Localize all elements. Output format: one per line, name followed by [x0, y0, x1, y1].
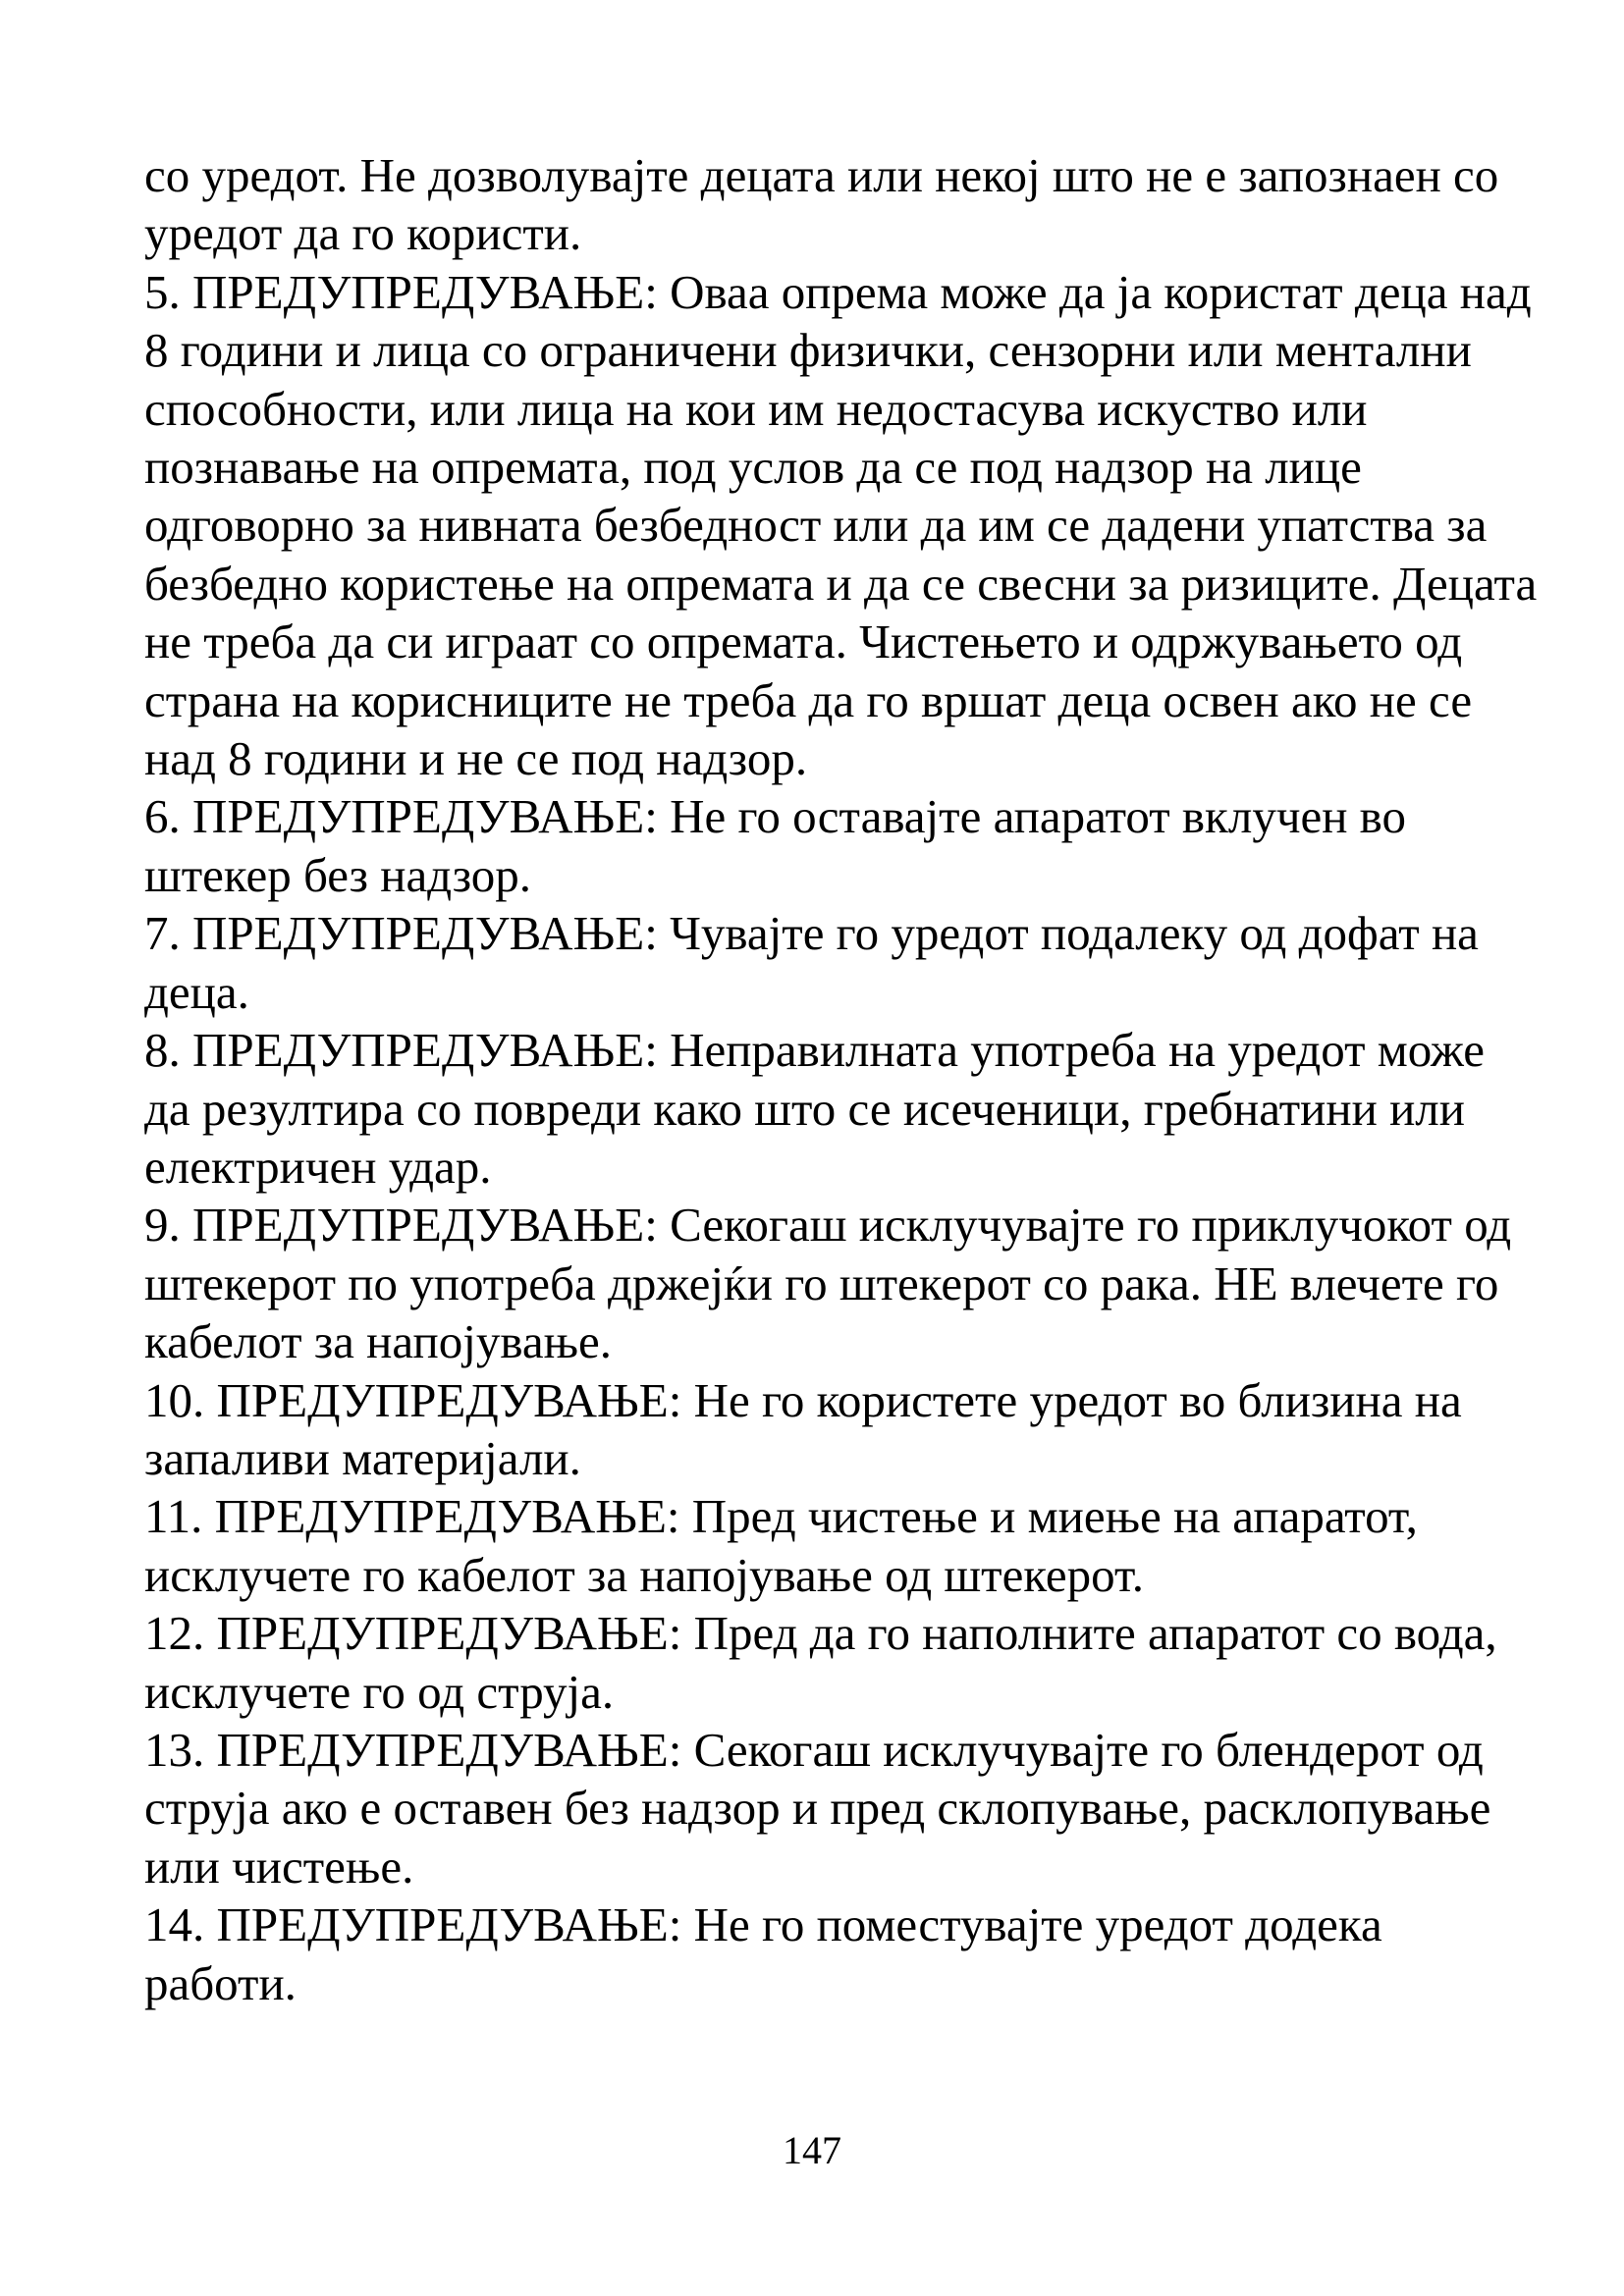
warning-item-10: 10. ПРЕДУПРЕДУВАЊЕ: Не го користете уредот во близина на запаливи материјали. — [144, 1372, 1462, 1485]
warning-item-7: 7. ПРЕДУПРЕДУВАЊЕ: Чувајте го уредот подалеку од дофат на деца. — [144, 906, 1479, 1019]
warning-item-14: 14. ПРЕДУПРЕДУВАЊЕ: Не го поместувајте уредот додека работи. — [144, 1897, 1382, 2010]
warning-item-9: 9. ПРЕДУПРЕДУВАЊЕ: Секогаш исклучувајте го приклучокот од штекерот по употреба држејќи го штекерот со рака. НЕ влечете го кабелот за напојување. — [144, 1198, 1512, 1369]
warning-item-13: 13. ПРЕДУПРЕДУВАЊЕ: Секогаш исклучувајте го блендерот од струја ако е оставен без надзор и пред склопување, расклопување или чистење. — [144, 1722, 1491, 1894]
warning-item-6: 6. ПРЕДУПРЕДУВАЊЕ: Не го оставајте апаратот вклучен во штекер без надзор. — [144, 789, 1406, 902]
warning-item-11: 11. ПРЕДУПРЕДУВАЊЕ: Пред чистење и миење на апаратот, исклучете го кабелот за напојување од штекерот. — [144, 1489, 1418, 1602]
warning-item-12: 12. ПРЕДУПРЕДУВАЊЕ: Пред да го наполните апаратот со вода, исклучете го од струја. — [144, 1606, 1497, 1719]
page-number: 147 — [783, 2128, 841, 2172]
warning-item-5: 5. ПРЕДУПРЕДУВАЊЕ: Оваа опрема може да ја користат деца над 8 години и лица со ограничени физички, сензорни или ментални способности, или лица на кои им недостасува искуство или познавање на опремата, под услов да се под надзор на лице одговорно за нивната безбедност или да им се дадени упатства за безбедно користење на опремата и да се свесни за ризиците. Децата не треба да си играат со опремата. Чистењето и одржувањето од страна на корисниците не треба да го вршат деца освен ако не се над 8 години и не се под надзор. — [144, 264, 1538, 786]
warning-item-8: 8. ПРЕДУПРЕДУВАЊЕ: Неправилната употреба на уредот може да резултира со повреди како што се исеченици, гребнатини или електричен удар. — [144, 1023, 1485, 1194]
continuation-paragraph: со уредот. Не дозволувајте децата или некој што не е запознаен со уредот да го користи. — [144, 148, 1499, 261]
warnings-text — [144, 146, 1539, 2012]
